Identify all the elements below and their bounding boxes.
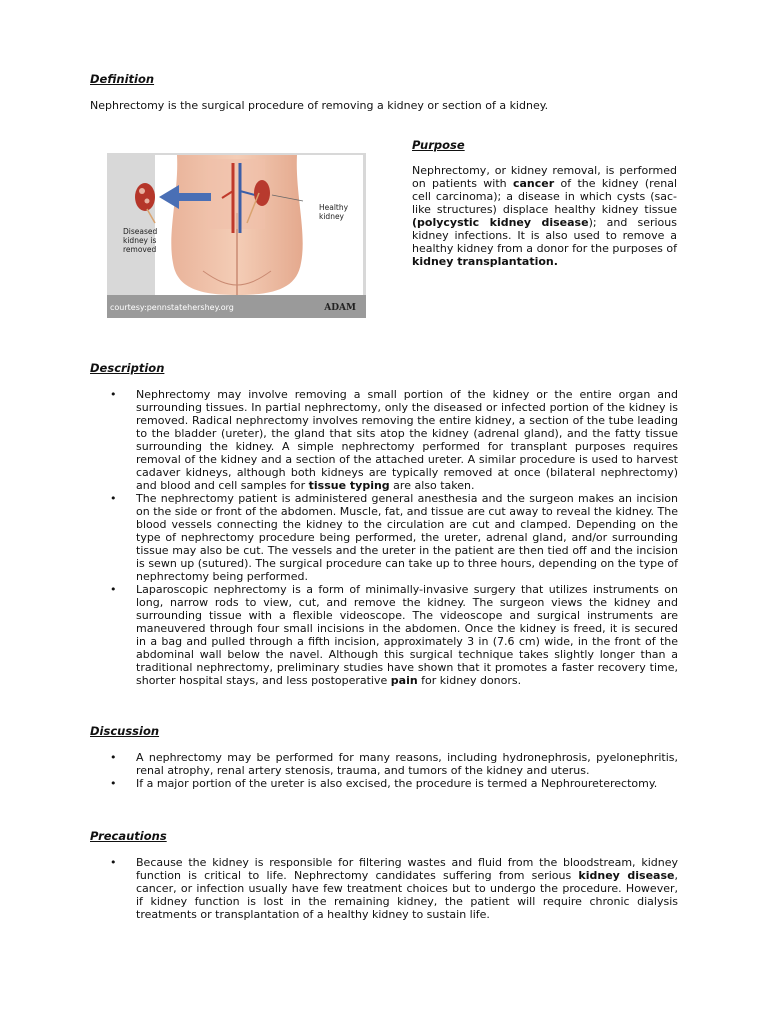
list-item: • The nephrectomy patient is administered general anesthesia and the surgeon makes an incision on the side or front of the abdomen. Muscle, fat, and tissue are cut away to reveal the kidney. The blood vessels connecting the kidney to the circulation are cut and clamped. Depending on the type of nephrectomy procedure being performed, the ureter, adrenal gland, and/or surrounding tissue may also be cut. The vessels and the ureter in the patient are then tied off and the incision is sewn up (sutured). The surgical procedure can take up to three hours, depending on the type of nephrectomy being performed.	[110, 492, 678, 583]
discussion-list	[108, 751, 678, 790]
diseased-kidney-label: Diseased kidney is removed	[123, 227, 158, 254]
adam-logo: ADAM	[324, 303, 356, 313]
list-item: • If a major portion of the ureter is also excised, the procedure is termed a Nephroureterectomy.	[110, 777, 658, 790]
purpose-text: Nephrectomy, or kidney removal, is performed on patients with cancer of the kidney (renal cell carcinoma); a disease in which cysts (sac-like structures) displace healthy kidney tissue (polycystic kidney disease); and serious kidney infections. It is also used to remove a healthy kidney from a donor for the purposes of kidney transplantation.	[412, 164, 677, 268]
discussion-heading: Discussion	[90, 724, 160, 738]
precautions-list	[108, 856, 678, 921]
healthy-kidney-label: Healthy kidney	[319, 203, 349, 221]
list-item: • A nephrectomy may be performed for many reasons, including hydronephrosis, pyelonephritis, renal atrophy, renal artery stenosis, trauma, and tumors of the kidney and uterus.	[110, 751, 678, 777]
definition-heading: Definition	[90, 72, 155, 86]
list-item: • Laparoscopic nephrectomy is a form of minimally-invasive surgery that utilizes instruments on long, narrow rods to view, cut, and remove the kidney. The surgeon views the kidney and surrounding tissue with a flexible videoscope. The videoscope and surgical instruments are maneuvered through four small incisions in the abdomen. Once the kidney is freed, it is secured in a bag and pulled through a fifth incision, approximately 3 in (7.6 cm) wide, in the front of the abdominal wall below the navel. Although this surgical technique takes slightly longer than a traditional nephrectomy, preliminary studies have shown that it promotes a faster recovery time, shorter hospital stays, and less postoperative pain for kidney donors.	[110, 583, 678, 687]
description-list	[108, 388, 678, 687]
image-credit: courtesy:pennstatehershey.org	[110, 303, 234, 312]
definition-text: Nephrectomy is the surgical procedure of removing a kidney or section of a kidney.	[90, 99, 549, 112]
description-heading: Description	[90, 361, 165, 375]
kidney-illustration	[107, 153, 366, 318]
list-item: • Nephrectomy may involve removing a small portion of the kidney or the entire organ and surrounding tissues. In partial nephrectomy, only the diseased or infected portion of the kidney is removed. Radical nephrectomy involves removing the entire kidney, a section of the tube leading to the bladder (ureter), the gland that sits atop the kidney (adrenal gland), and the fatty tissue surrounding the kidney. A simple nephrectomy performed for transplant purposes requires removal of the kidney and a section of the attached ureter. A similar procedure is used to harvest cadaver kidneys, although both kidneys are typically removed at once (bilateral nephrectomy) and blood and cell samples for tissue typing are also taken.	[110, 388, 678, 492]
purpose-heading: Purpose	[412, 138, 465, 152]
precautions-heading: Precautions	[90, 829, 167, 843]
list-item: • Because the kidney is responsible for filtering wastes and fluid from the bloodstream, kidney function is critical to life. Nephrectomy candidates suffering from serious kidney disease, cancer, or infection usually have few treatment choices but to undergo the procedure. However, if kidney function is lost in the remaining kidney, the patient will require chronic dialysis treatments or transplantation of a healthy kidney to sustain life.	[110, 856, 678, 921]
